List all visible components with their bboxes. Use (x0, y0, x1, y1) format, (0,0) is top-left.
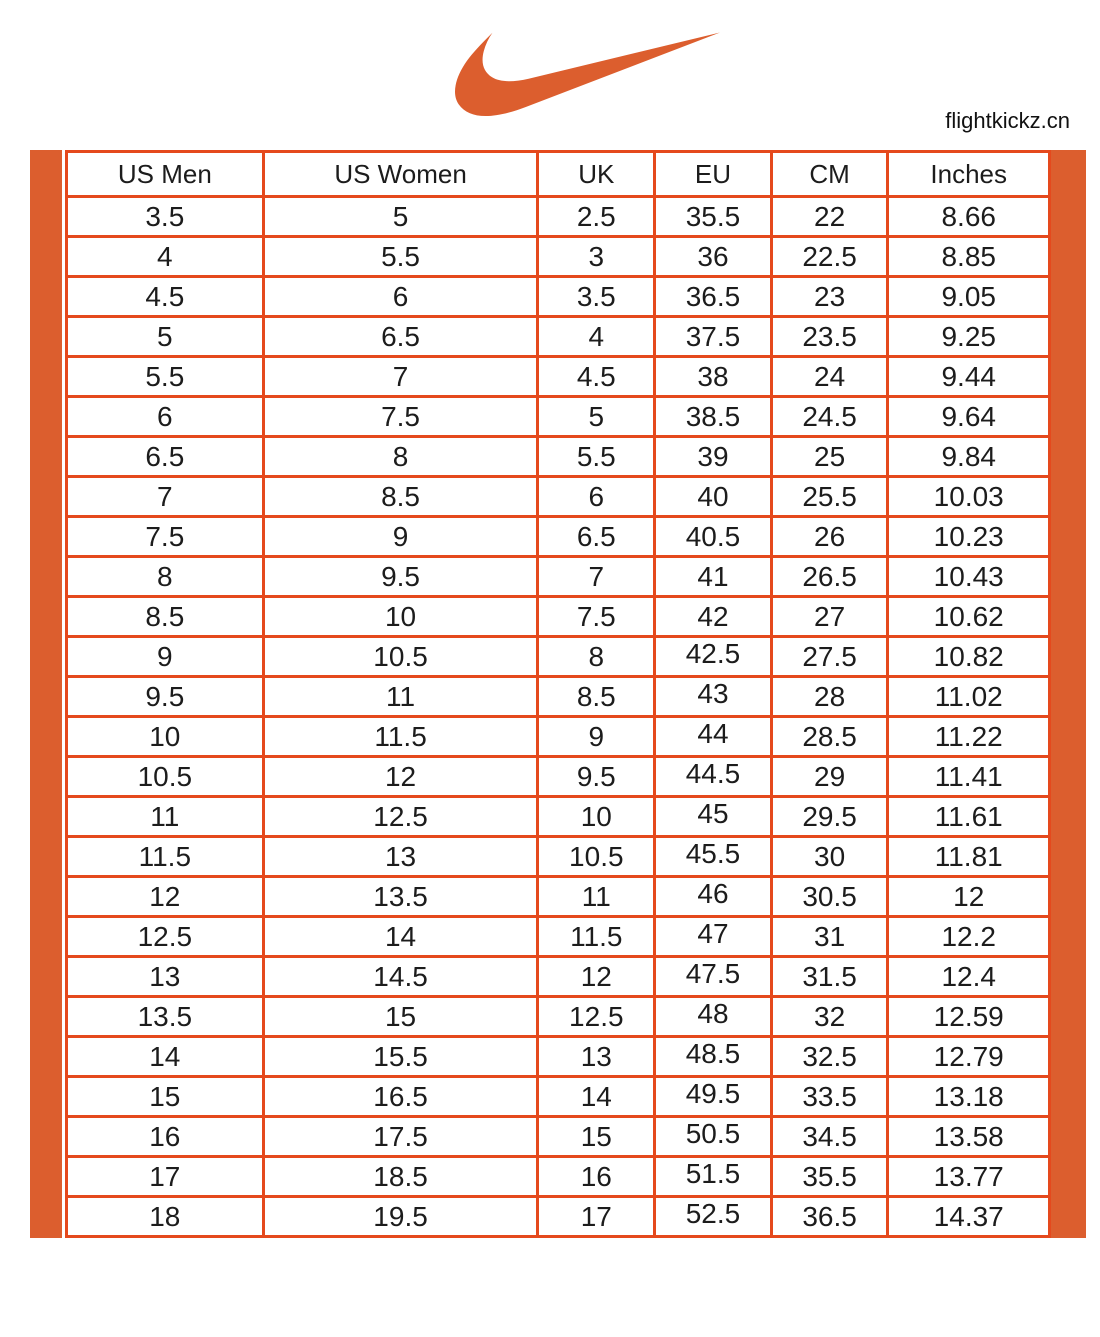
table-row (67, 517, 1050, 557)
table-cell: 11 (538, 877, 655, 917)
table-cell: 5 (538, 397, 655, 437)
header-row (67, 152, 1050, 197)
table-cell: 22 (771, 197, 888, 237)
column-header-us-women: US Women (263, 152, 538, 197)
table-cell: 13.58 (888, 1117, 1050, 1157)
table-cell: 11.02 (888, 677, 1050, 717)
table-cell: 27 (771, 597, 888, 637)
table-cell: 12.5 (67, 917, 264, 957)
table-cell: 8.5 (538, 677, 655, 717)
table-cell: 42 (655, 597, 772, 637)
table-cell: 4 (67, 237, 264, 277)
table-cell: 27.5 (771, 637, 888, 677)
table-row (67, 997, 1050, 1037)
table-cell: 9.84 (888, 437, 1050, 477)
table-cell: 37.5 (655, 317, 772, 357)
table-cell: 48 (655, 997, 772, 1037)
table-cell: 6.5 (263, 317, 538, 357)
nike-swoosh-icon (455, 30, 720, 118)
table-cell: 29.5 (771, 797, 888, 837)
table-cell: 43 (655, 677, 772, 717)
table-cell: 8 (263, 437, 538, 477)
table-cell: 31 (771, 917, 888, 957)
table-row (67, 757, 1050, 797)
table-cell: 10 (263, 597, 538, 637)
table-cell: 6 (538, 477, 655, 517)
table-cell: 6.5 (538, 517, 655, 557)
table-cell: 8.66 (888, 197, 1050, 237)
table-cell: 5.5 (263, 237, 538, 277)
table-cell: 14 (538, 1077, 655, 1117)
table-cell: 40.5 (655, 517, 772, 557)
table-cell: 26.5 (771, 557, 888, 597)
table-cell: 44.5 (655, 757, 772, 797)
table-cell: 11.5 (538, 917, 655, 957)
table-cell: 9 (538, 717, 655, 757)
table-cell: 10.82 (888, 637, 1050, 677)
size-table-body (67, 197, 1050, 1237)
table-row (67, 557, 1050, 597)
table-cell: 11.5 (263, 717, 538, 757)
table-cell: 42.5 (655, 637, 772, 677)
table-cell: 14 (67, 1037, 264, 1077)
table-cell: 4 (538, 317, 655, 357)
table-row (67, 797, 1050, 837)
left-accent-strip (30, 150, 62, 1238)
table-row (67, 717, 1050, 757)
table-row (67, 917, 1050, 957)
table-cell: 29 (771, 757, 888, 797)
table-row (67, 317, 1050, 357)
column-header-inches: Inches (888, 152, 1050, 197)
table-cell: 26 (771, 517, 888, 557)
table-cell: 10.62 (888, 597, 1050, 637)
table-cell: 3.5 (538, 277, 655, 317)
table-cell: 11.41 (888, 757, 1050, 797)
table-cell: 5.5 (67, 357, 264, 397)
table-cell: 35.5 (655, 197, 772, 237)
table-cell: 14.5 (263, 957, 538, 997)
site-label: flightkickz.cn (945, 108, 1070, 133)
table-cell: 17 (67, 1157, 264, 1197)
table-cell: 47 (655, 917, 772, 957)
table-cell: 46 (655, 877, 772, 917)
table-row (67, 357, 1050, 397)
table-cell: 24.5 (771, 397, 888, 437)
table-cell: 44 (655, 717, 772, 757)
table-cell: 13 (263, 837, 538, 877)
table-cell: 10.5 (263, 637, 538, 677)
size-conversion-table (65, 150, 1051, 1238)
table-row (67, 1117, 1050, 1157)
table-cell: 48.5 (655, 1037, 772, 1077)
table-row (67, 957, 1050, 997)
table-cell: 12.5 (538, 997, 655, 1037)
table-cell: 32 (771, 997, 888, 1037)
table-cell: 38 (655, 357, 772, 397)
table-cell: 16 (67, 1117, 264, 1157)
table-row (67, 837, 1050, 877)
table-cell: 28.5 (771, 717, 888, 757)
table-cell: 13.5 (263, 877, 538, 917)
table-cell: 16.5 (263, 1077, 538, 1117)
table-cell: 14.37 (888, 1197, 1050, 1237)
table-cell: 11.81 (888, 837, 1050, 877)
table-cell: 2.5 (538, 197, 655, 237)
table-row (67, 277, 1050, 317)
table-cell: 12.5 (263, 797, 538, 837)
table-row (67, 437, 1050, 477)
column-header-uk: UK (538, 152, 655, 197)
table-cell: 9.44 (888, 357, 1050, 397)
table-cell: 36.5 (771, 1197, 888, 1237)
table-cell: 35.5 (771, 1157, 888, 1197)
column-header-eu: EU (655, 152, 772, 197)
table-cell: 17 (538, 1197, 655, 1237)
table-cell: 16 (538, 1157, 655, 1197)
table-cell: 39 (655, 437, 772, 477)
table-cell: 25 (771, 437, 888, 477)
table-cell: 9.5 (538, 757, 655, 797)
table-cell: 13.5 (67, 997, 264, 1037)
table-cell: 30.5 (771, 877, 888, 917)
table-row (67, 877, 1050, 917)
table-cell: 9.64 (888, 397, 1050, 437)
table-cell: 32.5 (771, 1037, 888, 1077)
table-cell: 5.5 (538, 437, 655, 477)
table-cell: 12.79 (888, 1037, 1050, 1077)
table-cell: 11.61 (888, 797, 1050, 837)
table-cell: 52.5 (655, 1197, 772, 1237)
table-cell: 8.85 (888, 237, 1050, 277)
table-cell: 12.2 (888, 917, 1050, 957)
table-cell: 22.5 (771, 237, 888, 277)
table-row (67, 597, 1050, 637)
table-row (67, 1197, 1050, 1237)
table-cell: 8.5 (67, 597, 264, 637)
table-cell: 9.25 (888, 317, 1050, 357)
table-cell: 13.77 (888, 1157, 1050, 1197)
size-chart-band (30, 150, 1086, 1238)
table-cell: 7.5 (263, 397, 538, 437)
table-cell: 9.05 (888, 277, 1050, 317)
table-cell: 12.59 (888, 997, 1050, 1037)
table-cell: 10.23 (888, 517, 1050, 557)
table-row (67, 237, 1050, 277)
table-cell: 7 (67, 477, 264, 517)
table-row (67, 637, 1050, 677)
table-cell: 7.5 (67, 517, 264, 557)
table-cell: 19.5 (263, 1197, 538, 1237)
table-row (67, 677, 1050, 717)
table-cell: 10.43 (888, 557, 1050, 597)
table-cell: 49.5 (655, 1077, 772, 1117)
table-cell: 12 (263, 757, 538, 797)
column-header-cm: CM (771, 152, 888, 197)
table-cell: 12 (67, 877, 264, 917)
table-cell: 36.5 (655, 277, 772, 317)
table-row (67, 1157, 1050, 1197)
table-cell: 13 (538, 1037, 655, 1077)
table-cell: 14 (263, 917, 538, 957)
table-cell: 15 (538, 1117, 655, 1157)
table-cell: 10.5 (538, 837, 655, 877)
table-cell: 12 (538, 957, 655, 997)
table-cell: 13.18 (888, 1077, 1050, 1117)
table-cell: 9.5 (67, 677, 264, 717)
table-cell: 47.5 (655, 957, 772, 997)
table-cell: 40 (655, 477, 772, 517)
column-header-us-men: US Men (67, 152, 264, 197)
table-cell: 9 (263, 517, 538, 557)
table-cell: 7.5 (538, 597, 655, 637)
table-row (67, 1077, 1050, 1117)
table-cell: 11.22 (888, 717, 1050, 757)
table-cell: 34.5 (771, 1117, 888, 1157)
table-cell: 24 (771, 357, 888, 397)
table-cell: 12.4 (888, 957, 1050, 997)
table-cell: 5 (263, 197, 538, 237)
table-cell: 23.5 (771, 317, 888, 357)
table-cell: 30 (771, 837, 888, 877)
table-cell: 38.5 (655, 397, 772, 437)
table-cell: 15.5 (263, 1037, 538, 1077)
table-cell: 7 (263, 357, 538, 397)
table-cell: 15 (67, 1077, 264, 1117)
table-cell: 45.5 (655, 837, 772, 877)
table-cell: 9.5 (263, 557, 538, 597)
table-cell: 33.5 (771, 1077, 888, 1117)
table-cell: 51.5 (655, 1157, 772, 1197)
table-cell: 11.5 (67, 837, 264, 877)
table-cell: 8 (67, 557, 264, 597)
table-row (67, 397, 1050, 437)
table-cell: 9 (67, 637, 264, 677)
right-accent-strip (1051, 150, 1086, 1238)
table-cell: 11 (263, 677, 538, 717)
table-cell: 7 (538, 557, 655, 597)
table-cell: 6 (67, 397, 264, 437)
table-cell: 45 (655, 797, 772, 837)
table-cell: 41 (655, 557, 772, 597)
table-cell: 28 (771, 677, 888, 717)
table-cell: 8.5 (263, 477, 538, 517)
table-cell: 3.5 (67, 197, 264, 237)
table-cell: 36 (655, 237, 772, 277)
table-cell: 4.5 (538, 357, 655, 397)
table-cell: 13 (67, 957, 264, 997)
table-cell: 18.5 (263, 1157, 538, 1197)
table-cell: 10 (67, 717, 264, 757)
table-cell: 12 (888, 877, 1050, 917)
table-cell: 4.5 (67, 277, 264, 317)
table-cell: 50.5 (655, 1117, 772, 1157)
table-cell: 3 (538, 237, 655, 277)
table-cell: 10.5 (67, 757, 264, 797)
nike-logo (455, 30, 720, 118)
table-cell: 5 (67, 317, 264, 357)
table-cell: 25.5 (771, 477, 888, 517)
table-row (67, 1037, 1050, 1077)
table-cell: 15 (263, 997, 538, 1037)
table-cell: 17.5 (263, 1117, 538, 1157)
table-cell: 31.5 (771, 957, 888, 997)
table-cell: 10.03 (888, 477, 1050, 517)
table-cell: 10 (538, 797, 655, 837)
table-cell: 18 (67, 1197, 264, 1237)
table-cell: 11 (67, 797, 264, 837)
table-cell: 6 (263, 277, 538, 317)
table-row (67, 197, 1050, 237)
table-row (67, 477, 1050, 517)
table-cell: 8 (538, 637, 655, 677)
table-cell: 23 (771, 277, 888, 317)
table-cell: 6.5 (67, 437, 264, 477)
